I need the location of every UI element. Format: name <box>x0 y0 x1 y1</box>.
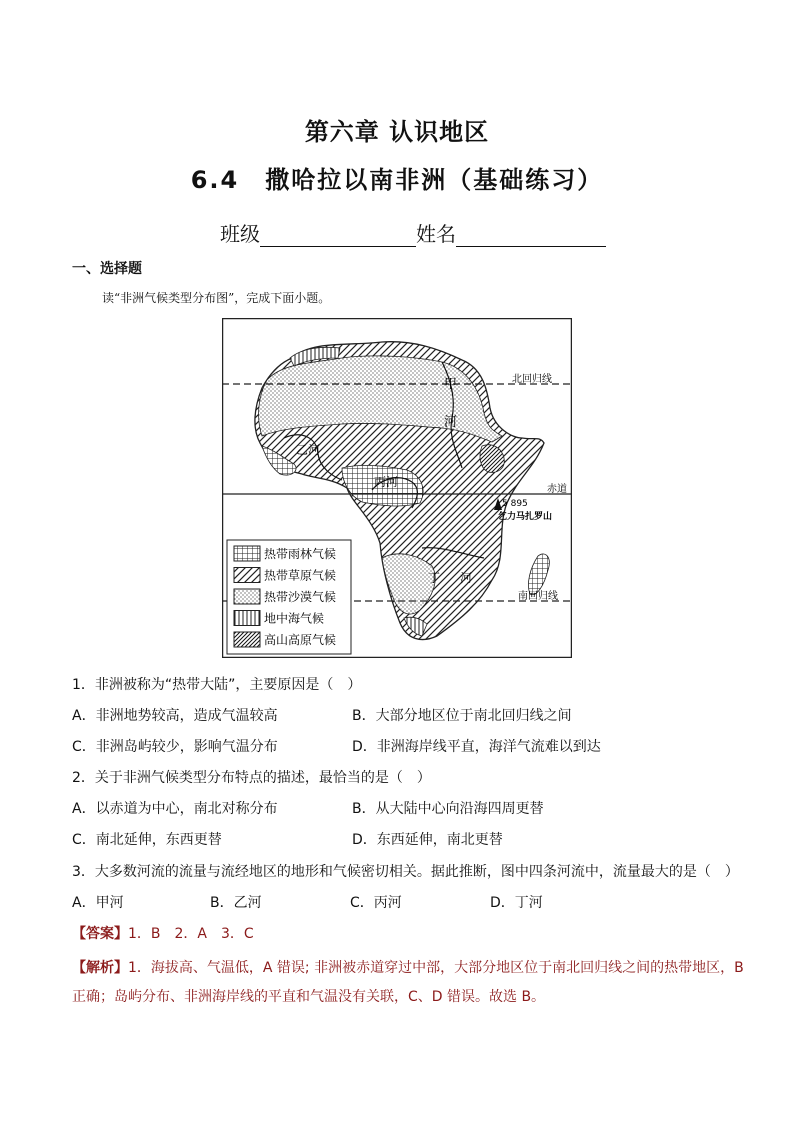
label-river-ding-he: 河 <box>460 571 473 585</box>
label-river-jia-he: 河 <box>444 415 458 430</box>
question-1-option-c[interactable]: C．非洲岛屿较少，影响气温分布 <box>72 739 278 755</box>
name-label: 姓名 <box>416 222 456 246</box>
label-north-tropic: 北回归线 <box>512 374 552 385</box>
legend-swatch-dense <box>234 632 260 647</box>
label-south-tropic: 南回归线 <box>518 591 558 602</box>
analysis-block <box>72 954 752 1012</box>
question-2-option-c[interactable]: C．南北延伸，东西更替 <box>72 832 222 848</box>
question-2-stem: 2．关于非洲气候类型分布特点的描述，最恰当的是（ ） <box>72 770 431 786</box>
legend-label-grid: 热带雨林气候 <box>264 547 337 561</box>
answer-tag: 【答案】 <box>72 926 128 942</box>
label-river-bing: 丙河 <box>374 475 399 489</box>
class-label: 班级 <box>220 222 260 246</box>
question-3-option-b[interactable]: B．乙河 <box>210 895 262 911</box>
question-3-stem: 3．大多数河流的流量与流经地区的地形和气候密切相关。据此推断，图中四条河流中，流量最大的是（ ） <box>72 864 739 880</box>
name-blank[interactable] <box>456 224 606 247</box>
label-mountain-elevation: 5 895 <box>502 499 528 509</box>
answer-text: 1．B 2．A 3．C <box>128 926 254 942</box>
label-river-ding: 丁 <box>428 571 441 585</box>
legend-swatch-grid <box>234 546 260 561</box>
africa-climate-map <box>222 318 572 658</box>
question-1-option-d[interactable]: D．非洲海岸线平直，海洋气流难以到达 <box>352 739 601 755</box>
legend-label-dense: 高山高原气候 <box>264 633 337 647</box>
legend-swatch-diag <box>234 568 260 583</box>
label-river-jia: 甲 <box>444 377 458 392</box>
question-3-option-a[interactable]: A．甲河 <box>72 895 124 911</box>
question-3-option-d[interactable]: D．丁河 <box>490 895 543 911</box>
analysis-text: 1．海拔高、气温低，A 错误; 非洲被赤道穿过中部，大部分地区位于南北回归线之间的热带地区，B 正确；岛屿分布、非洲海岸线的平直和气温没有关联，C、D 错误。故选 B。 <box>72 960 744 1005</box>
label-river-yi: 乙河 <box>296 443 321 457</box>
answer-block <box>72 923 254 943</box>
legend-label-dots: 热带沙漠气候 <box>264 590 337 604</box>
question-1-stem: 1．非洲被称为“热带大陆”，主要原因是（ ） <box>72 677 362 693</box>
lesson-title: 6.4 撒哈拉以南非洲（基础练习） <box>190 166 604 194</box>
question-3-option-c[interactable]: C．丙河 <box>350 895 402 911</box>
legend-swatch-dots <box>234 589 260 604</box>
legend-label-diag: 热带草原气候 <box>264 568 337 583</box>
question-1-option-a[interactable]: A．非洲地势较高，造成气温较高 <box>72 708 278 724</box>
chapter-title: 第六章 认识地区 <box>304 118 490 146</box>
question-2-option-a[interactable]: A．以赤道为中心，南北对称分布 <box>72 801 278 817</box>
label-mountain-name: 乞力马扎罗山 <box>498 512 553 522</box>
question-intro: 读“非洲气候类型分布图”，完成下面小题。 <box>102 291 331 305</box>
analysis-tag: 【解析】 <box>72 960 128 976</box>
section-heading: 一、选择题 <box>72 261 142 277</box>
legend-swatch-vert <box>234 611 260 626</box>
class-blank[interactable] <box>260 224 416 247</box>
legend-label-vert: 地中海气候 <box>264 611 325 626</box>
class-name-line <box>220 218 606 247</box>
question-2-option-d[interactable]: D．东西延伸，南北更替 <box>352 832 503 848</box>
question-1-option-b[interactable]: B．大部分地区位于南北回归线之间 <box>352 708 572 724</box>
question-2-option-b[interactable]: B．从大陆中心向沿海四周更替 <box>352 801 544 817</box>
label-equator: 赤道 <box>547 484 567 495</box>
